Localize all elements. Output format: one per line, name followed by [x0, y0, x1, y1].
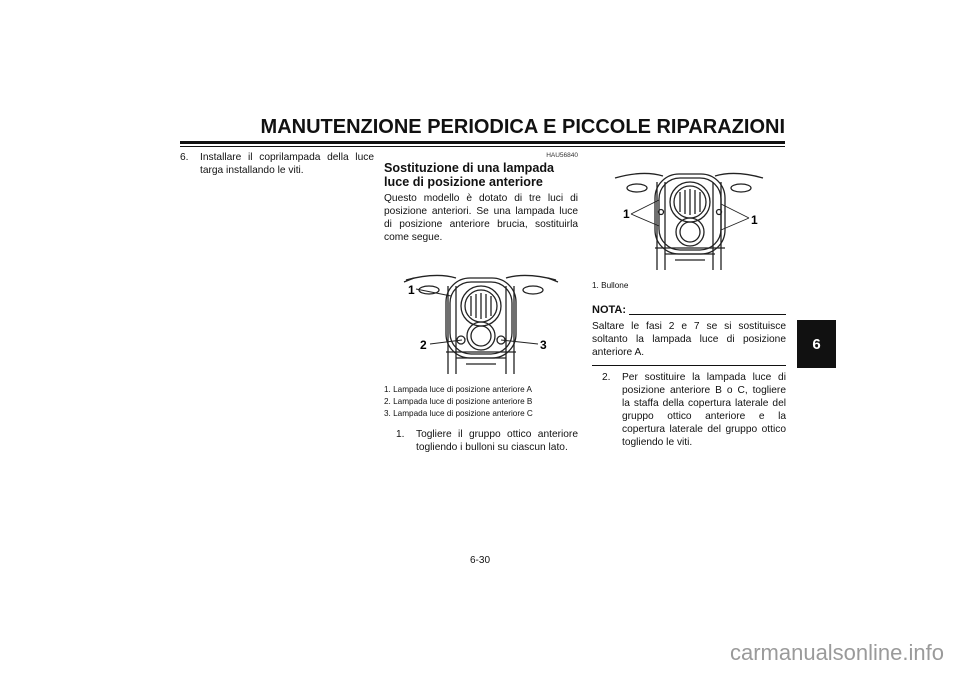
section-code: HAU56840	[546, 152, 578, 159]
handlebar-left	[615, 173, 663, 178]
page-header-title: MANUTENZIONE PERIODICA E PICCOLE RIPARAZIONI	[260, 116, 785, 138]
caption-item: 2. Lampada luce di posizione anteriore B	[384, 397, 533, 406]
figure-label-1-left: 1	[623, 207, 630, 221]
nota-header	[592, 304, 786, 317]
section-title: Sostituzione di una lampada luce di posizione anteriore	[384, 161, 555, 189]
step-text: Installare il coprilampada della luce targa installando le viti.	[200, 152, 374, 176]
step-2	[592, 371, 786, 449]
column-2	[384, 152, 578, 454]
step-number: 6.	[180, 152, 189, 163]
figure-label-1: 1	[408, 283, 415, 297]
turn-signal-right	[523, 286, 543, 294]
figure-caption	[592, 280, 786, 292]
page-number: 6-30	[469, 555, 490, 566]
figure-label-2: 2	[420, 338, 427, 352]
caption-item: 1. Bullone	[592, 281, 629, 290]
caption-item: 1. Lampada luce di posizione anteriore A	[384, 385, 532, 394]
figure-label-3: 3	[540, 338, 547, 352]
header-rule	[180, 141, 785, 144]
watermark: carmanualsonline.info	[729, 640, 944, 665]
section-intro: Questo modello è dotato di tre luci di posizione anteriori. Se una lampada luce di posizione anteriore brucia, sostituirla come segue.	[384, 193, 578, 243]
figure-captions	[384, 384, 578, 420]
chapter-tab: 6	[797, 320, 836, 368]
headlight-figure-bolts	[601, 152, 777, 272]
nota-end-rule	[592, 365, 786, 366]
step-number: 1.	[396, 429, 405, 440]
turn-signal-left	[627, 184, 647, 192]
step-text: Per sostituire la lampada luce di posizione anteriore B o C, togliere la staffa della copertura laterale del gruppo ottico anteriore e la copertura laterale del gruppo ottico togliendo le viti.	[622, 372, 786, 448]
handlebar-right	[715, 173, 763, 178]
figure-label-1-right: 1	[751, 213, 758, 227]
step-text: Togliere il gruppo ottico anteriore togliendo i bulloni su ciascun lato.	[416, 429, 578, 453]
nota-text: Saltare le fasi 2 e 7 se si sostituisce soltanto la lampada luce di posizione anteriore A.	[592, 321, 786, 358]
step-6	[180, 151, 374, 177]
step-1	[384, 428, 578, 454]
column-1	[180, 151, 374, 177]
headlight-figure-positions	[396, 256, 566, 376]
step-number: 2.	[602, 372, 611, 383]
column-3	[592, 152, 786, 449]
header-rule-thin	[180, 146, 785, 147]
caption-item: 3. Lampada luce di posizione anteriore C	[384, 409, 533, 418]
nota-label: NOTA:	[592, 304, 627, 316]
nota-rule	[629, 314, 786, 315]
turn-signal-right	[731, 184, 751, 192]
